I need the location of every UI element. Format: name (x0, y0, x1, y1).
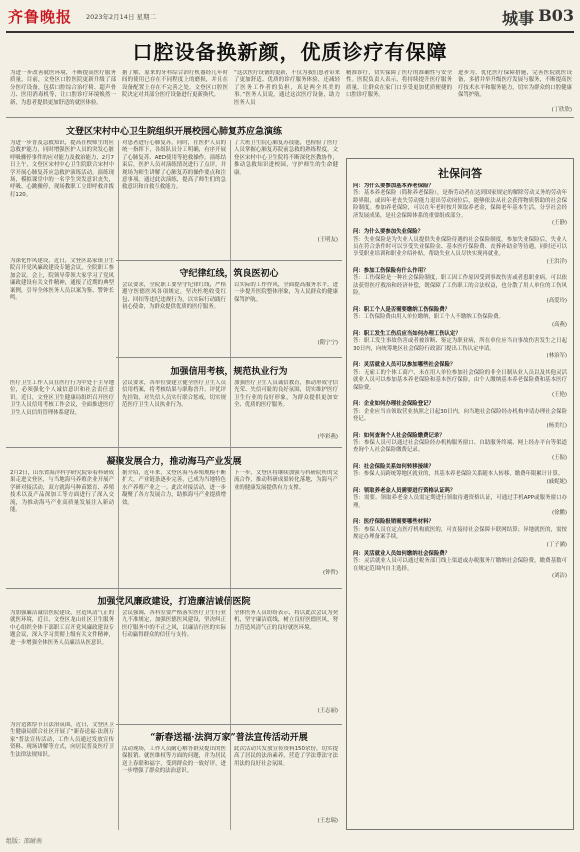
article-column (234, 610, 338, 720)
article-title: 加强信用考核，规范执业行为 (170, 367, 288, 377)
qa-item (353, 401, 567, 430)
article-title: “新春送福·法润万家”普法宣传活动开展 (150, 733, 308, 743)
lead-column-4 (346, 70, 452, 112)
lead-column-text: 进步为，优化医疗保障措施，完善医院就医设备，多措并举升级医疗发展与服务，不断提高医疗技术水平和服务能力，切实为群众的口腔健康保驾护航。 (458, 70, 572, 99)
qa-item (353, 268, 567, 305)
masthead (6, 4, 574, 30)
qa-byline: (丁子涵) (546, 541, 567, 548)
lead-column-text: 精准诊疗，切实保障了医疗的准确性与安全性。医院负责人表示，将持续提升医疗服务质量，让群众在家门口享受更加优质便捷的口腔诊疗服务。 (346, 70, 452, 99)
social-qa-box (346, 158, 574, 830)
qa-answer: 答：需要。领取养老金人员需定期进行领取待遇资格认证，可通过手机APP或服务窗口办理。 (353, 495, 567, 509)
article-column-text: 加强医疗卫生人员诚信教育，推动形成守信光荣、失信可耻的良好氛围，切实维护医疗卫生行业的良好形象，为群众提供更加安全、优质的医疗服务。 (234, 380, 338, 409)
article-column: 对患者进行心肺复苏，同时，在医护人员的统一指挥下，各组队员分工明确，有序开展了心肺复苏、AED使用等抢救操作。演练结束后，医护人员对演练情况进行了点评，并现场为师生讲解了心肺复苏的操作要点和注意事项。通过此次演练，提高了师生们的急救意识和自救互救能力。 (122, 140, 226, 191)
article-divider (116, 357, 342, 358)
qa-item (353, 551, 567, 580)
article-column: 医疗卫生工作人员在医疗行为中处于主导地位，必须强化个人诚信意识和社会责任意识。近日，文登区卫生健康局组织召开医疗卫生人员信用考核工作会议，全面推进医疗卫生人员信用管理体系建设。 (10, 380, 114, 416)
article-title: 文登区宋村中心卫生院组织开展校园心肺复苏应急演练 (65, 127, 282, 137)
lead-column-2 (122, 70, 228, 112)
qa-item (353, 488, 567, 517)
article-column: 会议强调，各科室要严格落实医疗卫生行业九不准规定，加强医德医风建设，坚决纠正医疗服务中的不正之风，以廉洁行医的实际行动赢得群众的信任与支持。 (122, 610, 226, 639)
qa-item (353, 331, 567, 360)
article-byline: (隋宁宁) (317, 340, 338, 346)
section-name: 城事 (501, 9, 534, 28)
qa-answer: 答：基本养老保险（简称养老保险），是指劳动者在达到国家规定的解除劳动义务的劳动年龄界限，或因年老丧失劳动能力退出劳动岗位后，能够依法从社会获得物质帮助的社会保险制度。参加养老保险，可以在年老时按月领取养老金，保障老年基本生活，分享社会经济发展成果，是社会保障体系的重要组成部分。 (353, 190, 567, 219)
article-column-text: 以实际的工作作风，全面提高服务水平，进一步提升医院整体形象，为人民群众的健康保驾护航。 (234, 282, 338, 303)
qa-item (353, 519, 567, 548)
article-title: 加强党风廉政建设，打造廉洁诚信医院 (97, 597, 251, 607)
lead-column-text: 为进一步改善就医环境，不断提高医疗服务质量，目前，文登区口腔医院更新升级了部分医疗设备，包括口腔综合治疗椅、超声骨刀、医用消毒机等，让口腔诊疗环境焕然一新，为患者提供更加舒适的就医体验。 (10, 70, 116, 106)
article-byline: (钟哲) (323, 570, 338, 576)
qa-byline: (高爱玲) (546, 297, 567, 304)
lead-column-text: “这次医疗设备的更新，不仅为我们患者带来了更加舒适、优质的诊疗服务体验，还减轻了医务工作者的负担，真是两全其美的事。”医务人员说，通过这次医疗设备，助力医务人员 (234, 70, 340, 106)
qa-item (353, 464, 567, 486)
article-column-text: 了大班卫生院心肺复苏技能，也检验了医疗人员掌握心肺复苏院前急救的熟练程度。文登区宋村中心卫生院将不断深化医教协作，推动急救知识进校园，守护师生的生命健康。 (234, 140, 338, 176)
article-divider (6, 447, 342, 448)
lead-column-text: 据了解，原来的牙科综合治疗机器经几年时间的使用已存在不同程度上的磨损，并且在设备配置上存在不完善之处。文登区口腔医院决定对其部分医疗设备进行更新换代。 (122, 70, 228, 99)
article-divider (116, 724, 342, 725)
qa-byline: (王静) (552, 220, 567, 227)
article-column (234, 380, 338, 446)
article-column: 会议要求，全院职工要坚守纪律红线，严格遵守医德医风各项规定，坚决杜绝收受红包、回扣等违纪违规行为，以实际行动践行初心使命，为群众提供优质的医疗服务。 (122, 282, 226, 311)
qa-question: 问：如何查询个人社会保险缴费记录？ (353, 432, 445, 439)
article-column: 活动现场，工作人员耐心解答群众提出的医保报销、就医维权等方面的问题，并为居民送上春联和福字，受到群众的一致好评，进一步增强了群众的法治意识。 (122, 746, 226, 775)
qa-byline: (杨美红) (546, 423, 567, 430)
qa-answer: 答：参保人员可以通过社会保险经办机构服务窗口、自助服务终端、网上经办平台等渠道查询个人社会保险缴费记录。 (353, 439, 567, 454)
qa-answer: 答：工伤保险费由用人单位缴纳，职工个人不缴纳工伤保险费。 (353, 314, 504, 321)
article-column (234, 470, 338, 582)
qa-question: 问：社会保险关系如何转移接续？ (353, 464, 434, 470)
article-title: 守纪律红线，筑良医初心 (179, 269, 279, 279)
qa-item (353, 362, 567, 399)
article-column (234, 140, 338, 252)
article-divider (6, 588, 342, 589)
lead-column-1 (10, 70, 116, 112)
qa-question: 问：为什么要参加基本养老保险？ (353, 183, 434, 189)
article-column: 为加强廉洁诚信医院建设，营造风清气正的就医环境，近日，文登区龙山社区卫生服务中心组织全体干部职工召开党风廉政建设专题会议，深入学习贯彻上级有关文件精神，进一步增强全体医务人员廉洁从医意识。 (10, 610, 114, 646)
qa-byline: (王洪洋) (546, 258, 567, 265)
qa-item (353, 183, 567, 227)
page-number: B03 (538, 6, 574, 25)
qa-answer: 答：无雇工的个体工商户、未在用人单位参加社会保险的非全日制从业人员以及其他灵活就业人员可以参加基本养老保险和基本医疗保险，由个人缴纳基本养老保险费和基本医疗保险费。 (353, 369, 567, 391)
qa-answer: 答：职工发生事故伤害或者被诊断、鉴定为职业病，所在单位应当自事故伤害发生之日起30日内，向统筹地区社会保险行政部门提出工伤认定申请。 (353, 338, 567, 352)
article-byline: (王志丽) (317, 708, 338, 714)
social-qa-title: 社保问答 (438, 167, 482, 180)
qa-item (353, 433, 567, 462)
masthead-rule (6, 31, 574, 33)
qa-byline: (王艳) (552, 391, 567, 398)
lead-column-3 (234, 70, 340, 112)
qa-answer: 答：参保人员在定点医疗机构就医的，可直接持社会保障卡联网结算；异地就医的，需按规定办理备案手续。 (353, 526, 567, 541)
column-rule (118, 140, 119, 830)
qa-question: 问：为什么要参加失业保险？ (353, 229, 424, 236)
qa-answer: 答：参保人员跨统筹地区就业的，其基本养老保险关系随本人转移，缴费年限累计计算。 (353, 471, 564, 478)
article-byline: (毕彩燕) (317, 434, 338, 440)
article-title: 凝聚发展合力，推动海马产业发展 (106, 457, 242, 467)
lead-column-5 (458, 70, 572, 112)
qa-question: 问：参加工伤保险有什么作用？ (353, 268, 429, 275)
qa-byline: (王振) (552, 454, 567, 461)
qa-answer: 答：企业应当自领取营业执照之日起30日内，向当地社会保险经办机构申请办理社会保险登记。 (353, 408, 567, 422)
article-column-text: 全体医务人员纷纷表示，将以此次会议为契机，坚守廉洁底线，树立良好医德医风，努力营造风清气正的良好就医环境。 (234, 610, 338, 631)
qa-byline: (戚妮妮) (546, 478, 567, 485)
column-rule (230, 140, 231, 830)
article-column: 会议要求，各单位要建立健全医疗卫生人员信用档案，将考核结果与职称晋升、评优评先挂钩，对失信人员实行联合惩戒，切实规范医疗卫生人员执业行为。 (122, 380, 226, 409)
article-byline: (王明友) (317, 237, 338, 243)
qa-question: 问：职工个人是否需要缴纳工伤保险费？ (353, 306, 451, 313)
article-divider (116, 260, 342, 261)
main-headline: 口腔设备换新颜，优质诊疗有保障 (132, 40, 448, 64)
qa-answer: 答：失业保险是为失业人员提供失业保险待遇的社会保险制度。参加失业保险后，失业人员在符合条件时可以享受失业保险金、基本医疗保险费、丧葬补助金等待遇，同时还可以享受职业培训和职业介绍补贴，帮助失业人员尽快实现再就业。 (353, 236, 567, 258)
qa-item (353, 229, 567, 266)
article-column: 为进一步普及急救知识，提高在校师生的应急救护能力，同时增强医护人员的突发心脏呼吸骤停事件的应对能力及救治能力，2月7日上午，文登区宋村中心卫生院联合宋村中学开展心肺复苏应急救护演练活动。演练现场，模拟课堂中的一名学生突发意识丧失，呼吸、心跳骤停，现场教职工立即呼救并拨打120。 (10, 140, 114, 198)
article-column-text: 此次活动共发放宣传资料150余份，切实提高了居民的法治素养，营造了学法尊法守法用法的良好社会氛围。 (234, 746, 338, 767)
lead-byline: (丁欣欣) (551, 107, 572, 113)
qa-byline: (刘洁) (552, 573, 567, 580)
article-column: 为营造浓厚节日法治氛围，近日，文登区卫生健康局联合社区开展了“新春送福·法润万家”普法宣传活动，工作人员通过发放宣传资料、现场讲解等方式，向居民普及医疗卫生法律法规知识。 (10, 722, 114, 758)
article-column: 2月2日，山东省海洋科学研究院带着科研成果走进文登区，与当地海马养殖企业开展产学研对接活动，双方就海马种苗繁育、养殖技术以及产品深加工等方面进行了深入交流，为推动海马产业高质量发展注入新动能。 (10, 470, 114, 514)
lead-divider (6, 117, 574, 118)
qa-item (353, 307, 567, 329)
qa-byline: (徐鹏) (552, 510, 567, 517)
qa-question: 问：企业如何办理社会保险登记？ (353, 401, 434, 408)
article-column (234, 282, 338, 352)
article-column-text: 下一步，文登区将继续加强与科研院所的交流合作，推动科研成果转化落地，为海马产业的健康发展提供有力支撑。 (234, 470, 338, 491)
dateline: 2023年2月14日 星期二 (86, 13, 157, 21)
qa-byline: (高燕) (552, 321, 567, 328)
qa-question: 问：灵活就业人员可以参加哪些社会保险？ (353, 362, 456, 369)
qa-question: 问：领取养老金人员需要进行资格认证吗？ (353, 488, 456, 495)
social-qa-body (353, 183, 567, 823)
article-byline: (王忠瑞) (317, 818, 338, 824)
qa-answer: 答：工伤保险是一种社会保险制度，职工因工作原因受到事故伤害或者患职业病，可以依法获得医疗救治和经济补偿，既保障了工伤职工的合法权益，也分散了用人单位的工伤风险。 (353, 275, 567, 297)
newspaper-logo: 齐鲁晚报 (8, 8, 73, 26)
article-column: 据介绍，近年来，文登区海马养殖规模不断扩大，产业链条逐步完善，已成为当地特色水产养殖产业之一。此次对接活动，进一步凝聚了各方发展合力，助推海马产业提质增效。 (122, 470, 226, 506)
qa-byline: (林治军) (546, 353, 567, 360)
qa-question: 问：职工发生工伤后应当如何办理工伤认定？ (353, 330, 461, 337)
qa-answer: 答：灵活就业人员可以通过税务部门线上渠道或办税服务厅缴纳社会保险费，缴费基数可在规定范围内自主选择。 (353, 558, 567, 572)
page-footer: 组版：邵耐南 (6, 838, 43, 845)
qa-question: 问：灵活就业人员如何缴纳社会保险费？ (353, 550, 451, 557)
qa-question: 问：医疗保险报销需要哪些材料？ (353, 519, 434, 526)
article-column: 为深化作风建设，近日，文登区葛家镇卫生院召开党风廉政建设专题会议，全院职工参加会议。会上，院领导带领大家学习了党风廉政建设有关文件精神，通报了近期的典型案例，引导全体医务人员以案为鉴、警钟长鸣。 (10, 258, 114, 302)
article-column (234, 746, 338, 830)
